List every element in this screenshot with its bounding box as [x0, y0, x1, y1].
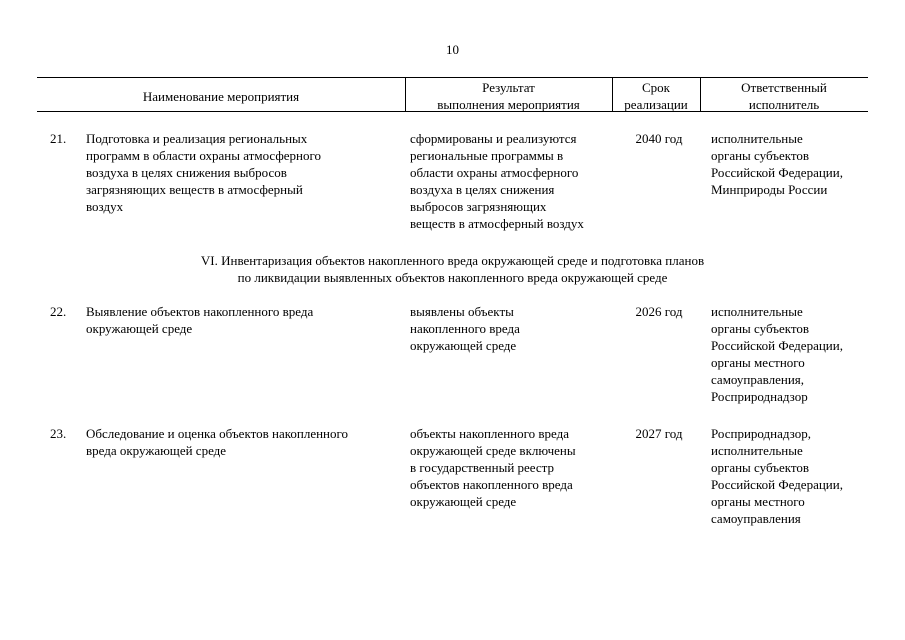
row-result: объекты накопленного вреда окружающей среде включены в государственный реестр объектов накопленного вреда окружающей среде [410, 426, 576, 509]
row-number: 23. [50, 426, 67, 441]
page-number: 10 [446, 42, 459, 57]
row-executor: Росприроднадзор, исполнительные органы субъектов Российской Федерации, органы местного самоуправления [711, 426, 843, 526]
row-term: 2040 год [635, 131, 683, 146]
row-term: 2026 год [635, 304, 683, 319]
section-heading-vi: VI. Инвентаризация объектов накопленного вреда окружающей среде и подготовка планов по ликвидации выявленных объектов накопленного вреда окружающей среде [200, 253, 705, 285]
row-result: сформированы и реализуются региональные программы в области охраны атмосферного воздуха в целях снижения выбросов загрязняющих веществ в атмосферный воздух [410, 131, 584, 231]
header-term: Срок реализации [624, 80, 688, 112]
row-executor: исполнительные органы субъектов Российской Федерации, органы местного самоуправления, Росприроднадзор [711, 304, 843, 404]
row-term: 2027 год [635, 426, 683, 441]
row-number: 21. [50, 131, 67, 146]
row-result: выявлены объекты накопленного вреда окружающей среде [410, 304, 520, 353]
row-number: 22. [50, 304, 67, 319]
table-top-rule [37, 77, 868, 78]
header-executor: Ответственный исполнитель [741, 80, 827, 112]
row-name: Подготовка и реализация региональных программ в области охраны атмосферного воздуха в целях снижения выбросов загрязняющих веществ в атмосферный воздух [86, 131, 321, 214]
row-name: Обследование и оценка объектов накопленного вреда окружающей среде [86, 426, 349, 458]
row-name: Выявление объектов накопленного вреда окружающей среде [86, 304, 314, 336]
header-result: Результат выполнения мероприятия [437, 80, 580, 112]
header-name: Наименование мероприятия [142, 89, 300, 104]
row-executor: исполнительные органы субъектов Российской Федерации, Минприроды России [711, 131, 843, 197]
